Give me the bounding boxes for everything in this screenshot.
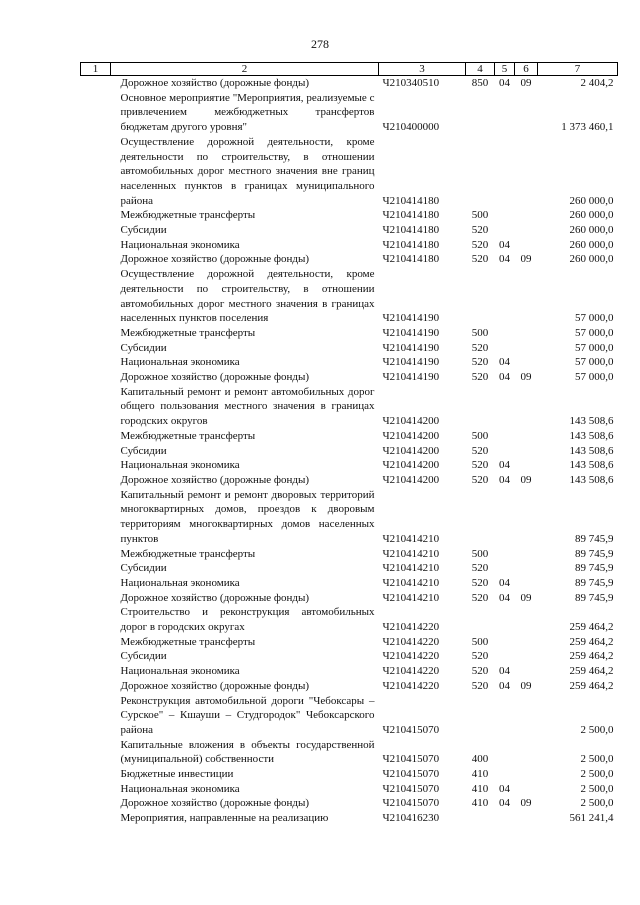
row-name: Бюджетные инвестиции xyxy=(120,768,234,781)
row-name: Национальная экономика xyxy=(120,238,240,251)
row-amount: 2 500,0 xyxy=(580,782,614,795)
column-header-3: 3 xyxy=(379,63,466,76)
row-subsection xyxy=(515,664,538,679)
row-section xyxy=(495,605,515,634)
row-code: Ч210414210 xyxy=(382,562,440,575)
table-row xyxy=(81,782,618,797)
row-amount: 260 000,0 xyxy=(569,224,614,237)
row-section xyxy=(495,91,515,135)
row-expense-type xyxy=(466,811,495,826)
row-amount: 143 508,6 xyxy=(569,429,614,442)
row-number-cell xyxy=(81,591,111,606)
table-row xyxy=(81,591,618,606)
row-amount: 260 000,0 xyxy=(569,194,614,207)
row-name: Национальная экономика xyxy=(120,459,240,472)
row-subsection xyxy=(515,605,538,634)
row-subsection xyxy=(515,444,538,459)
row-subsection xyxy=(515,488,538,547)
row-number-cell xyxy=(81,488,111,547)
row-name: Дорожное хозяйство (дорожные фонды) xyxy=(120,797,310,810)
row-name: Субсидии xyxy=(120,341,167,354)
row-number-cell xyxy=(81,649,111,664)
row-subsection: 09 xyxy=(520,253,532,266)
table-row xyxy=(81,429,618,444)
table-row xyxy=(81,76,618,91)
row-code: Ч210414210 xyxy=(382,532,440,545)
row-section: 04 xyxy=(499,356,510,369)
row-section xyxy=(495,135,515,209)
table-row xyxy=(81,635,618,650)
row-number-cell xyxy=(81,782,111,797)
row-code: Ч210414200 xyxy=(382,473,440,486)
table-row xyxy=(81,473,618,488)
table-row xyxy=(81,208,618,223)
row-number-cell xyxy=(81,208,111,223)
row-section xyxy=(495,267,515,326)
row-number-cell xyxy=(81,796,111,811)
row-expense-type xyxy=(466,605,495,634)
row-name: Осуществление дорожной деятельности, кроме деятельности по строительству, в отношении автомобильных дорог местного значения вне границ населенных пунктов в границах муниципального района xyxy=(120,135,375,207)
table-row xyxy=(81,91,618,135)
row-subsection xyxy=(515,267,538,326)
row-expense-type: 520 xyxy=(471,665,489,678)
row-code: Ч210416230 xyxy=(382,812,440,825)
row-name: Национальная экономика xyxy=(120,665,240,678)
row-section xyxy=(495,811,515,826)
row-name: Строительство и реконструкция автомобильных дорог в городских округах xyxy=(120,606,375,634)
table-row xyxy=(81,561,618,576)
row-subsection: 09 xyxy=(520,473,532,486)
row-name: Национальная экономика xyxy=(120,782,240,795)
row-subsection xyxy=(515,223,538,238)
row-number-cell xyxy=(81,767,111,782)
row-expense-type xyxy=(466,385,495,429)
row-section xyxy=(495,341,515,356)
row-section: 04 xyxy=(499,591,510,604)
row-code: Ч210414220 xyxy=(382,635,440,648)
row-amount: 89 745,9 xyxy=(575,576,614,589)
row-subsection xyxy=(515,458,538,473)
row-amount: 89 745,9 xyxy=(575,562,614,575)
row-number-cell xyxy=(81,635,111,650)
row-section xyxy=(495,429,515,444)
table-row xyxy=(81,223,618,238)
row-section xyxy=(495,767,515,782)
row-name: Межбюджетные трансферты xyxy=(120,326,256,339)
row-number-cell xyxy=(81,370,111,385)
row-number-cell xyxy=(81,223,111,238)
row-code: Ч210340510 xyxy=(382,77,440,89)
row-number-cell xyxy=(81,694,111,738)
table-row xyxy=(81,796,618,811)
row-number-cell xyxy=(81,458,111,473)
row-name: Реконструкция автомобильной дороги "Чебоксары – Сурское" – Кшауши – Студгородок" Чебоксарского района xyxy=(120,694,375,736)
table-row xyxy=(81,605,618,634)
row-number-cell xyxy=(81,238,111,253)
row-amount: 89 745,9 xyxy=(575,547,614,560)
row-subsection xyxy=(515,326,538,341)
table-row xyxy=(81,649,618,664)
table-row xyxy=(81,694,618,738)
row-name: Межбюджетные трансферты xyxy=(120,429,256,442)
row-amount: 259 464,2 xyxy=(569,665,614,678)
row-code: Ч210414180 xyxy=(382,238,440,251)
row-code: Ч210415070 xyxy=(382,768,440,781)
row-expense-type xyxy=(466,135,495,209)
row-name: Дорожное хозяйство (дорожные фонды) xyxy=(120,591,310,604)
table-row xyxy=(81,341,618,356)
row-number-cell xyxy=(81,76,111,91)
row-code: Ч210414200 xyxy=(382,444,440,457)
row-section: 04 xyxy=(499,371,510,384)
row-amount: 2 500,0 xyxy=(580,723,614,736)
table-row xyxy=(81,679,618,694)
row-code: Ч210414180 xyxy=(382,194,440,207)
table-row xyxy=(81,385,618,429)
row-amount: 89 745,9 xyxy=(575,591,614,604)
row-section xyxy=(495,738,515,767)
row-code: Ч210415070 xyxy=(382,782,440,795)
row-section xyxy=(495,694,515,738)
row-amount: 259 464,2 xyxy=(569,635,614,648)
column-header-4: 4 xyxy=(466,63,495,76)
row-name: Межбюджетные трансферты xyxy=(120,547,256,560)
page-number: 278 xyxy=(311,37,329,51)
row-expense-type xyxy=(466,488,495,547)
row-amount: 57 000,0 xyxy=(575,326,614,339)
row-amount: 2 500,0 xyxy=(580,768,614,781)
row-expense-type: 520 xyxy=(471,253,489,266)
row-amount: 57 000,0 xyxy=(575,356,614,369)
row-expense-type: 500 xyxy=(471,209,489,222)
table-row xyxy=(81,576,618,591)
row-expense-type: 410 xyxy=(471,768,489,781)
row-expense-type: 410 xyxy=(471,797,489,810)
column-header-1: 1 xyxy=(81,63,111,76)
table-row xyxy=(81,355,618,370)
row-number-cell xyxy=(81,561,111,576)
row-section xyxy=(495,635,515,650)
row-subsection: 09 xyxy=(520,797,532,810)
row-subsection xyxy=(515,429,538,444)
row-expense-type: 850 xyxy=(471,77,489,89)
row-subsection xyxy=(515,576,538,591)
row-code: Ч210414210 xyxy=(382,591,440,604)
row-name: Дорожное хозяйство (дорожные фонды) xyxy=(120,679,310,692)
row-subsection xyxy=(515,782,538,797)
row-name: Межбюджетные трансферты xyxy=(120,635,256,648)
row-name: Субсидии xyxy=(120,562,167,575)
row-expense-type: 520 xyxy=(471,356,489,369)
row-code: Ч210414220 xyxy=(382,621,440,634)
table-row xyxy=(81,267,618,326)
row-code: Ч210415070 xyxy=(382,753,440,766)
table-body xyxy=(81,76,618,826)
row-expense-type xyxy=(466,91,495,135)
column-header-6: 6 xyxy=(515,63,538,76)
row-amount: 143 508,6 xyxy=(569,473,614,486)
row-amount: 2 500,0 xyxy=(580,797,614,810)
row-expense-type: 520 xyxy=(471,650,489,663)
row-subsection xyxy=(515,355,538,370)
row-amount: 561 241,4 xyxy=(569,812,614,825)
column-header-7: 7 xyxy=(538,63,618,76)
row-number-cell xyxy=(81,738,111,767)
row-code: Ч210414180 xyxy=(382,224,440,237)
row-name: Основное мероприятие "Мероприятия, реализуемые с привлечением межбюджетных трансфертов бюджетам другого уровня" xyxy=(120,91,375,134)
row-section: 04 xyxy=(499,238,510,251)
row-expense-type xyxy=(466,267,495,326)
row-expense-type: 410 xyxy=(471,782,489,795)
row-amount: 89 745,9 xyxy=(575,532,614,545)
row-number-cell xyxy=(81,664,111,679)
column-header-5: 5 xyxy=(495,63,515,76)
row-section: 04 xyxy=(499,459,510,472)
row-code: Ч210414210 xyxy=(382,576,440,589)
row-amount: 259 464,2 xyxy=(569,679,614,692)
row-subsection xyxy=(515,385,538,429)
table-row xyxy=(81,488,618,547)
row-section xyxy=(495,488,515,547)
table-row xyxy=(81,370,618,385)
table-row xyxy=(81,547,618,562)
row-expense-type: 520 xyxy=(471,473,489,486)
row-section xyxy=(495,208,515,223)
row-number-cell xyxy=(81,679,111,694)
row-number-cell xyxy=(81,385,111,429)
table-row xyxy=(81,238,618,253)
row-expense-type: 520 xyxy=(471,459,489,472)
row-code: Ч210414190 xyxy=(382,341,440,354)
row-amount: 2 404,2 xyxy=(580,77,614,89)
row-name: Национальная экономика xyxy=(120,356,240,369)
row-amount: 1 373 460,1 xyxy=(561,121,614,134)
row-name: Межбюджетные трансферты xyxy=(120,209,256,222)
row-expense-type: 520 xyxy=(471,371,489,384)
row-section xyxy=(495,444,515,459)
row-subsection: 09 xyxy=(520,77,532,89)
row-name: Субсидии xyxy=(120,224,167,237)
table-row xyxy=(81,738,618,767)
table-row xyxy=(81,811,618,826)
table-row xyxy=(81,767,618,782)
row-code: Ч210414200 xyxy=(382,429,440,442)
row-subsection xyxy=(515,694,538,738)
row-section: 04 xyxy=(499,77,510,89)
row-name: Дорожное хозяйство (дорожные фонды) xyxy=(120,253,310,266)
row-code: Ч210415070 xyxy=(382,723,440,736)
row-name: Дорожное хозяйство (дорожные фонды) xyxy=(120,371,310,384)
row-subsection: 09 xyxy=(520,591,532,604)
row-section: 04 xyxy=(499,473,510,486)
row-number-cell xyxy=(81,444,111,459)
row-subsection xyxy=(515,811,538,826)
row-code: Ч210414180 xyxy=(382,253,440,266)
row-name: Субсидии xyxy=(120,650,167,663)
row-subsection xyxy=(515,238,538,253)
row-expense-type: 520 xyxy=(471,238,489,251)
row-number-cell xyxy=(81,252,111,267)
row-amount: 143 508,6 xyxy=(569,415,614,428)
row-code: Ч210414190 xyxy=(382,326,440,339)
row-number-cell xyxy=(81,547,111,562)
row-amount: 143 508,6 xyxy=(569,444,614,457)
row-number-cell xyxy=(81,811,111,826)
row-name: Национальная экономика xyxy=(120,576,240,589)
row-section: 04 xyxy=(499,782,510,795)
row-expense-type: 520 xyxy=(471,576,489,589)
row-section: 04 xyxy=(499,576,510,589)
row-expense-type: 520 xyxy=(471,444,489,457)
table-row xyxy=(81,135,618,209)
budget-table xyxy=(80,62,618,826)
row-amount: 143 508,6 xyxy=(569,459,614,472)
row-number-cell xyxy=(81,267,111,326)
row-expense-type: 520 xyxy=(471,562,489,575)
row-code: Ч210414210 xyxy=(382,547,440,560)
row-code: Ч210414200 xyxy=(382,459,440,472)
row-section xyxy=(495,649,515,664)
row-subsection xyxy=(515,738,538,767)
row-amount: 260 000,0 xyxy=(569,238,614,251)
row-code: Ч210414190 xyxy=(382,371,440,384)
row-code: Ч210400000 xyxy=(382,121,440,134)
row-number-cell xyxy=(81,429,111,444)
row-name: Дорожное хозяйство (дорожные фонды) xyxy=(120,473,310,486)
row-subsection xyxy=(515,208,538,223)
row-subsection: 09 xyxy=(520,679,532,692)
row-name: Капитальные вложения в объекты государственной (муниципальной) собственности xyxy=(120,738,375,766)
row-name: Дорожное хозяйство (дорожные фонды) xyxy=(120,77,310,89)
table-row xyxy=(81,444,618,459)
row-section: 04 xyxy=(499,253,510,266)
row-name: Капитальный ремонт и ремонт автомобильных дорог общего пользования местного значения в границах городских округов xyxy=(120,385,375,428)
row-expense-type: 500 xyxy=(471,429,489,442)
row-expense-type: 500 xyxy=(471,547,489,560)
table-row xyxy=(81,252,618,267)
row-expense-type: 520 xyxy=(471,591,489,604)
row-subsection: 09 xyxy=(520,371,532,384)
row-code: Ч210414220 xyxy=(382,665,440,678)
table-row xyxy=(81,664,618,679)
row-expense-type xyxy=(466,694,495,738)
row-section xyxy=(495,547,515,562)
row-amount: 57 000,0 xyxy=(575,371,614,384)
row-code: Ч210414200 xyxy=(382,415,440,428)
table-header xyxy=(81,63,618,76)
row-subsection xyxy=(515,649,538,664)
row-subsection xyxy=(515,561,538,576)
row-subsection xyxy=(515,635,538,650)
row-subsection xyxy=(515,91,538,135)
row-expense-type: 520 xyxy=(471,224,489,237)
row-amount: 57 000,0 xyxy=(575,341,614,354)
row-section xyxy=(495,385,515,429)
row-number-cell xyxy=(81,605,111,634)
row-section: 04 xyxy=(499,797,510,810)
row-name: Мероприятия, направленные на реализацию xyxy=(120,812,329,825)
row-subsection xyxy=(515,135,538,209)
row-amount: 2 500,0 xyxy=(580,753,614,766)
row-amount: 259 464,2 xyxy=(569,650,614,663)
row-number-cell xyxy=(81,135,111,209)
row-number-cell xyxy=(81,355,111,370)
row-section xyxy=(495,561,515,576)
row-name: Субсидии xyxy=(120,444,167,457)
row-section: 04 xyxy=(499,679,510,692)
row-expense-type: 520 xyxy=(471,679,489,692)
row-name: Осуществление дорожной деятельности, кроме деятельности по строительству, в отношении автомобильных дорог местного значения в границах населенных пунктов поселения xyxy=(120,268,375,325)
row-expense-type: 500 xyxy=(471,326,489,339)
column-header-2: 2 xyxy=(111,63,379,76)
row-subsection xyxy=(515,341,538,356)
row-subsection xyxy=(515,547,538,562)
row-section xyxy=(495,223,515,238)
table-row xyxy=(81,458,618,473)
row-number-cell xyxy=(81,326,111,341)
row-code: Ч210414190 xyxy=(382,356,440,369)
table-row xyxy=(81,326,618,341)
row-amount: 259 464,2 xyxy=(569,621,614,634)
row-expense-type: 400 xyxy=(471,753,489,766)
row-code: Ч210414180 xyxy=(382,209,440,222)
row-expense-type: 500 xyxy=(471,635,489,648)
row-amount: 260 000,0 xyxy=(569,209,614,222)
row-number-cell xyxy=(81,473,111,488)
row-number-cell xyxy=(81,91,111,135)
row-expense-type: 520 xyxy=(471,341,489,354)
row-code: Ч210414220 xyxy=(382,650,440,663)
row-code: Ч210414220 xyxy=(382,679,440,692)
row-name: Капитальный ремонт и ремонт дворовых территорий многоквартирных домов, проездов к дворовым территориям многоквартирных домов населенных пунктов xyxy=(120,488,375,545)
row-section xyxy=(495,326,515,341)
row-code: Ч210415070 xyxy=(382,797,440,810)
row-code: Ч210414190 xyxy=(382,312,440,325)
row-number-cell xyxy=(81,576,111,591)
row-amount: 57 000,0 xyxy=(575,312,614,325)
row-amount: 260 000,0 xyxy=(569,253,614,266)
row-subsection xyxy=(515,767,538,782)
row-section: 04 xyxy=(499,665,510,678)
row-number-cell xyxy=(81,341,111,356)
